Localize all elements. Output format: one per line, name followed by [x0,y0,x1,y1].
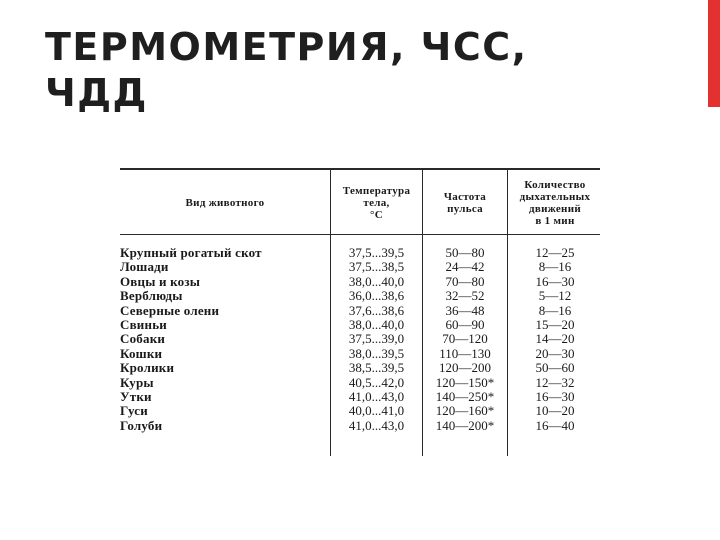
table-row [120,289,602,303]
pulse-cell: 24—42 [445,259,485,275]
table-row [120,347,602,361]
animal-cell: Кошки [120,345,163,361]
pulse-cell: 120—160* [435,403,495,419]
respiration-cell: 8—16 [538,259,572,275]
pulse-cell: 70—120 [442,331,488,347]
table-row [120,332,602,346]
table-row [120,376,602,390]
pulse-cell: 140—250* [435,388,495,404]
animal-cell: Гуси [120,403,148,419]
temperature-cell: 37,5...39,0 [348,331,405,347]
header-pulse-rate: Частота пульса [443,191,487,215]
table-row [120,361,602,375]
respiration-cell: 12—25 [535,245,575,260]
header-body-temperature: Температура тела, °С [342,185,411,221]
animal-cell: Крупный рогатый скот [120,245,262,260]
pulse-cell: 32—52 [445,288,485,304]
animal-cell: Верблюды [120,288,183,304]
table-row [120,304,602,318]
temperature-cell: 37,6...38,6 [348,302,405,318]
accent-bar [708,0,720,107]
animal-cell: Куры [120,374,154,390]
vital-signs-table-image [120,163,602,453]
table-top-rule [120,168,600,170]
header-respiratory-rate: Количество дыхательных движений в 1 мин [519,179,591,227]
temperature-cell: 41,0...43,0 [348,417,405,433]
table-body [120,246,602,433]
pulse-cell: 50—80 [445,245,485,260]
animal-cell: Лошади [120,259,169,275]
table-row [120,419,602,433]
respiration-cell: 16—40 [535,417,575,433]
animal-cell: Свиньи [120,316,167,332]
header-animal: Вид животного [185,197,265,209]
pulse-cell: 110—130 [439,345,491,361]
temperature-cell: 36,0...38,6 [348,288,405,304]
temperature-cell: 40,5...42,0 [348,374,405,390]
temperature-cell: 38,0...40,0 [348,316,405,332]
respiration-cell: 14—20 [535,331,575,347]
respiration-cell: 50—60 [535,360,575,376]
respiration-cell: 8—16 [538,302,572,318]
respiration-cell: 10—20 [535,403,575,419]
temperature-cell: 37,5...38,5 [348,259,405,275]
respiration-cell: 12—32 [535,374,575,390]
table-header-rule [120,234,600,235]
pulse-cell: 60—90 [445,316,485,332]
temperature-cell: 38,0...39,5 [348,345,405,361]
pulse-cell: 140—200* [435,417,495,433]
table-row [120,404,602,418]
table-row [120,390,602,404]
animal-cell: Голуби [120,417,163,433]
animal-cell: Кролики [120,360,175,376]
temperature-cell: 38,5...39,5 [348,360,405,376]
respiration-cell: 15—20 [535,316,575,332]
table-row [120,246,602,260]
pulse-cell: 70—80 [445,273,485,289]
respiration-cell: 16—30 [535,388,575,404]
temperature-cell: 41,0...43,0 [348,388,405,404]
pulse-cell: 36—48 [445,302,485,318]
respiration-cell: 16—30 [535,273,575,289]
table-row [120,260,602,274]
pulse-cell: 120—150* [435,374,495,390]
animal-cell: Овцы и козы [120,273,201,289]
animal-cell: Утки [120,388,152,404]
temperature-cell: 37,5...39,5 [348,245,405,260]
animal-cell: Собаки [120,331,166,347]
temperature-cell: 38,0...40,0 [348,273,405,289]
animal-cell: Северные олени [120,302,220,318]
pulse-cell: 120—200 [439,360,491,376]
slide-title: ТЕРМОМЕТРИЯ, ЧСС, ЧДД [45,25,528,115]
table-row [120,275,602,289]
table-row [120,318,602,332]
temperature-cell: 40,0...41,0 [348,403,405,419]
respiration-cell: 20—30 [535,345,575,361]
respiration-cell: 5—12 [538,288,572,304]
